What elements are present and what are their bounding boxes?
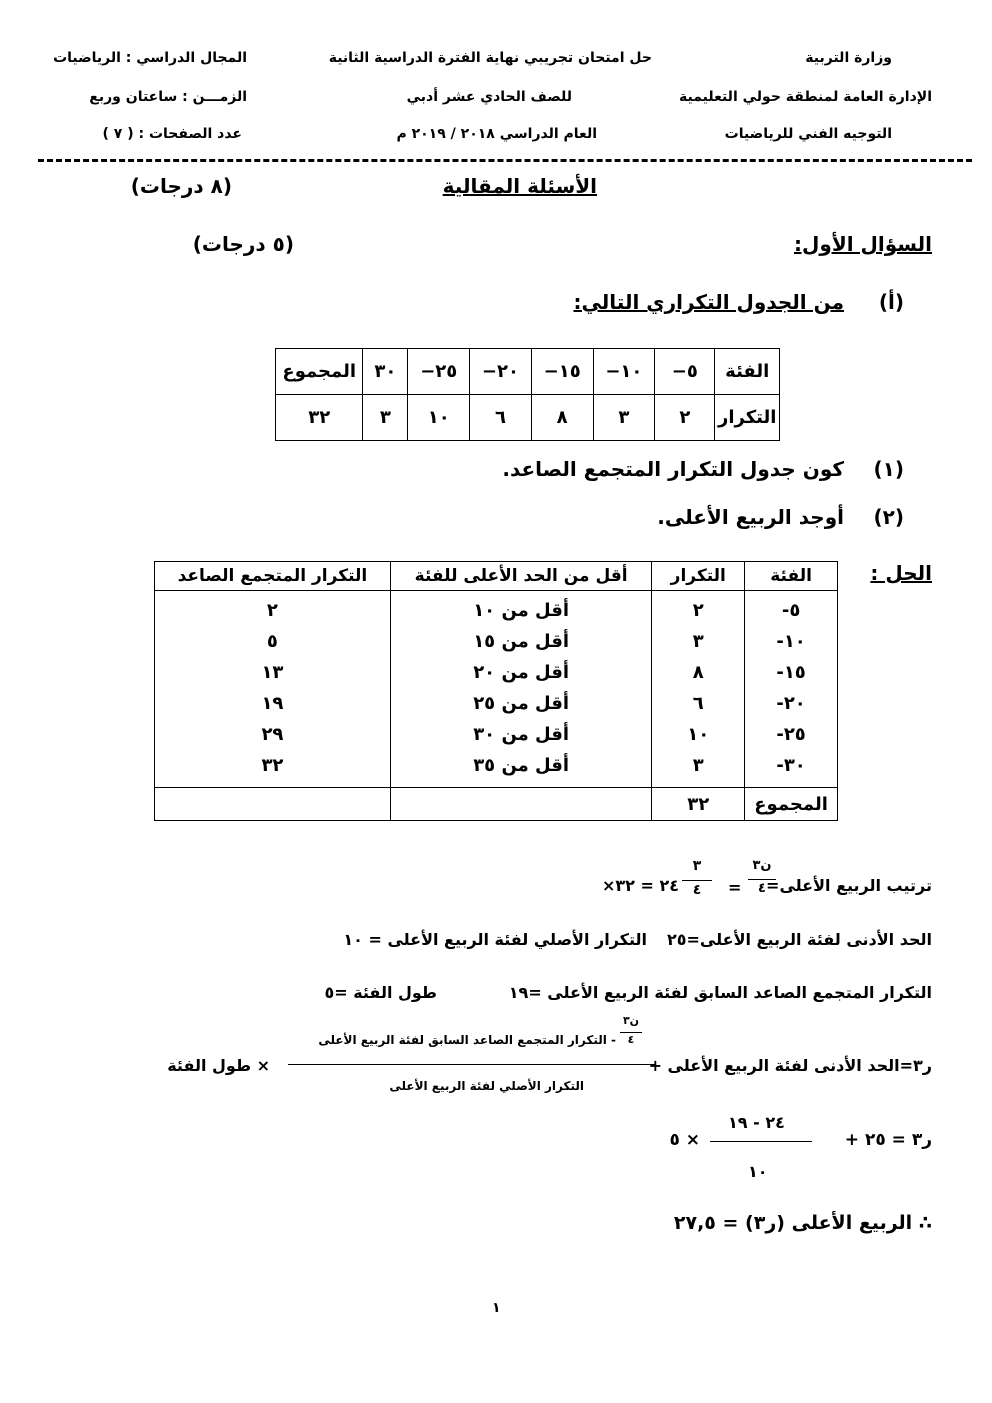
- rank-fraction-n: [748, 858, 776, 896]
- district-name: الإدارة العامة لمنطقة حولي التعليمية: [679, 89, 932, 105]
- table-cell: ٢٩: [155, 719, 391, 750]
- class-length-line: طول الفئة =٥: [324, 983, 437, 1002]
- rank-equals: =: [728, 878, 742, 897]
- fraction-bar: [682, 880, 712, 881]
- table-cell: أقل من ١٥: [390, 626, 652, 657]
- table-cell: ٥−: [655, 349, 715, 395]
- table-cell: ٣: [652, 750, 745, 788]
- substitution-lhs: ر٣ = ٢٥ +: [844, 1130, 932, 1150]
- ministry-name: وزارة التربية: [805, 50, 892, 66]
- task-2-text: أوجد الربيع الأعلى.: [657, 505, 844, 529]
- substitution-numerator: ٢٤ - ١٩: [728, 1113, 785, 1132]
- lower-bound-line: الحد الأدنى لفئة الربيع الأعلى=٢٥: [666, 930, 932, 949]
- table-cell: ١٥-: [745, 657, 838, 688]
- table-row: [155, 750, 838, 788]
- table-cell: ٢٠−: [470, 349, 532, 395]
- table-cell: ٥: [155, 626, 391, 657]
- cumulative-previous-line: التكرار المتجمع الصاعد السابق لفئة الربيع الأعلى =١٩: [508, 983, 932, 1002]
- table-cell: المجموع: [276, 349, 363, 395]
- formula-n-fraction: [620, 1014, 642, 1046]
- fraction-numerator: ن٣: [752, 858, 772, 873]
- section-title: الأسئلة المقالية: [442, 174, 597, 198]
- table-cell: التكرار: [715, 395, 780, 441]
- table-cell: الفئة: [715, 349, 780, 395]
- task-2-number: (٢): [873, 505, 904, 529]
- cumulative-table: [154, 561, 838, 821]
- fraction-denominator: ٤: [758, 881, 766, 896]
- cumulative-table-header: [155, 562, 838, 591]
- fraction-numerator: ٣: [692, 858, 702, 874]
- fraction-bar: [748, 879, 776, 880]
- academic-year: العام الدراسي ٢٠١٨ / ٢٠١٩ م: [396, 126, 597, 142]
- table-cell: ٣٢: [155, 750, 391, 788]
- formula-numerator-text: - التكرار المتجمع الصاعد السابق لفئة الربيع الأعلى: [318, 1033, 616, 1047]
- table-cell: ٢٥-: [745, 719, 838, 750]
- total-label: المجموع: [745, 788, 838, 821]
- final-result: ∴ الربيع الأعلى (ر٣) = ٢٧,٥: [673, 1212, 932, 1234]
- header-divider: [38, 159, 972, 162]
- table-cell: ١٠: [652, 719, 745, 750]
- table-cell: ٣: [593, 395, 655, 441]
- table-cell: ٣٢: [276, 395, 363, 441]
- table-cell: ٢: [652, 591, 745, 627]
- table-row: [155, 626, 838, 657]
- table-cell: ١٠: [408, 395, 470, 441]
- formula-main-bar: [288, 1064, 656, 1065]
- table-row: [155, 591, 838, 627]
- page-number: ١: [492, 1300, 501, 1316]
- fraction-bar: [620, 1032, 642, 1033]
- question-1-marks: (٥ درجات): [192, 232, 294, 256]
- table-cell: أقل من ٢٥: [390, 688, 652, 719]
- table-cell: ٨: [531, 395, 593, 441]
- table-cell: ١٠−: [593, 349, 655, 395]
- frequency-table-freq-row: [276, 395, 780, 441]
- task-1-text: كون جدول التكرار المتجمع الصاعد.: [502, 457, 844, 481]
- table-total-row: [155, 788, 838, 821]
- substitution-denominator: ١٠: [748, 1162, 768, 1181]
- total-value: ٣٢: [652, 788, 745, 821]
- table-row: [155, 688, 838, 719]
- table-cell: أقل من ٢٠: [390, 657, 652, 688]
- table-cell: [155, 788, 391, 821]
- rank-label: ترتيب الربيع الأعلى=: [766, 876, 932, 895]
- part-a-label: (أ): [878, 290, 904, 314]
- fraction-denominator: ٤: [627, 1033, 635, 1046]
- question-1-title: السؤال الأول:: [794, 232, 932, 256]
- table-cell: ١٣: [155, 657, 391, 688]
- section-marks: (٨ درجات): [130, 174, 232, 198]
- rank-result: ٢٤ = ٣٢×: [601, 876, 679, 895]
- table-cell: ٣: [363, 395, 408, 441]
- formula-denominator-text: التكرار الأصلي لفئة الربيع الأعلى: [389, 1079, 584, 1093]
- formula-rhs: × طول الفئة: [167, 1056, 270, 1075]
- fraction-denominator: ٤: [692, 882, 702, 898]
- solution-label: الحل :: [870, 561, 932, 585]
- frequency-table: [275, 348, 780, 441]
- table-cell: ٦: [652, 688, 745, 719]
- task-1-number: (١): [873, 457, 904, 481]
- table-cell: أقل من ٣٥: [390, 750, 652, 788]
- table-cell: ٣٠: [363, 349, 408, 395]
- duration-field: الزمـــن : ساعتان وربع: [89, 89, 247, 105]
- table-cell: ٥-: [745, 591, 838, 627]
- table-cell: ٦: [470, 395, 532, 441]
- substitution-bar: [710, 1141, 812, 1142]
- table-cell: ١٠-: [745, 626, 838, 657]
- page-count-field: عدد الصفحات : ( ٧ ): [102, 126, 242, 142]
- table-cell: ٨: [652, 657, 745, 688]
- subject-field: المجال الدراسي : الرياضيات: [53, 50, 247, 66]
- part-a-text: من الجدول التكراري التالي:: [573, 290, 844, 314]
- substitution-rhs: × ٥: [669, 1130, 700, 1150]
- table-cell: ٢: [155, 591, 391, 627]
- frequency-table-class-row: [276, 349, 780, 395]
- exam-title: حل امتحان تجريبي نهاية الفترة الدراسية الثانية: [328, 50, 652, 66]
- table-cell: ٢٥−: [408, 349, 470, 395]
- table-cell: أقل من ١٠: [390, 591, 652, 627]
- original-frequency-line: التكرار الأصلي لفئة الربيع الأعلى = ١٠: [343, 930, 647, 949]
- table-cell: ٢٠-: [745, 688, 838, 719]
- table-cell: ٣٠-: [745, 750, 838, 788]
- table-cell: ٣: [652, 626, 745, 657]
- table-cell: أقل من ٣٠: [390, 719, 652, 750]
- fraction-numerator: ن٣: [622, 1014, 640, 1027]
- header-less-than: أقل من الحد الأعلى للفئة: [390, 562, 652, 591]
- table-cell: ٢: [655, 395, 715, 441]
- table-cell: ١٥−: [531, 349, 593, 395]
- table-cell: [390, 788, 652, 821]
- header-class: الفئة: [745, 562, 838, 591]
- table-row: [155, 719, 838, 750]
- rank-fraction-3-4: [682, 858, 712, 898]
- grade-label: للصف الحادي عشر أدبي: [406, 89, 572, 105]
- header-frequency: التكرار: [652, 562, 745, 591]
- table-row: [155, 657, 838, 688]
- header-cumulative: التكرار المتجمع الصاعد: [155, 562, 391, 591]
- quartile-formula-lhs: ر٣=الحد الأدنى لفئة الربيع الأعلى +: [648, 1056, 932, 1075]
- table-cell: ١٩: [155, 688, 391, 719]
- department-name: التوجيه الفني للرياضيات: [724, 126, 892, 142]
